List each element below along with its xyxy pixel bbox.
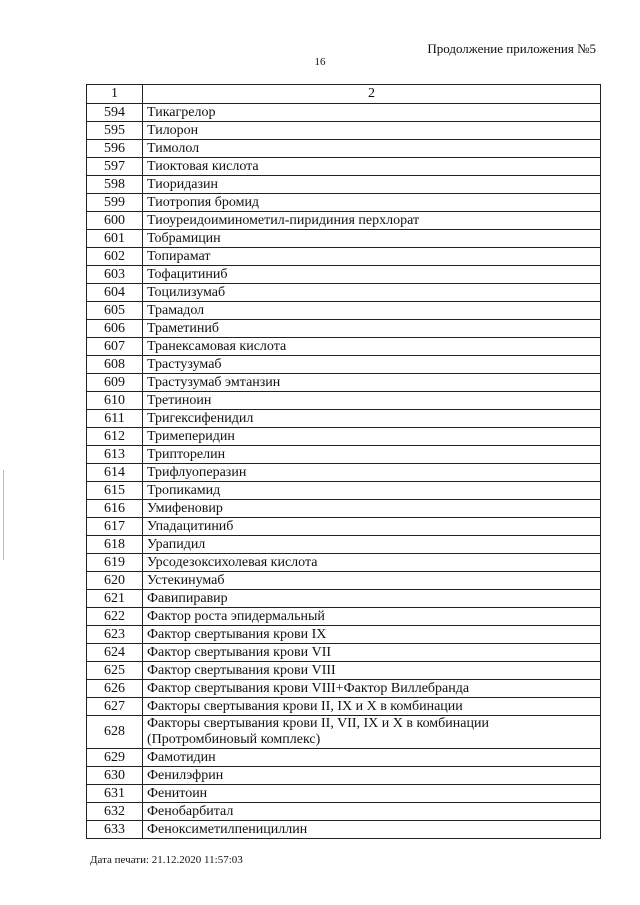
- drug-name: Траметиниб: [143, 320, 601, 338]
- drug-name: Тобрамицин: [143, 230, 601, 248]
- table-row: [87, 194, 601, 212]
- drug-name: Тоцилизумаб: [143, 284, 601, 302]
- table-row: [87, 680, 601, 698]
- table-header-row: [87, 85, 601, 104]
- table-row: [87, 212, 601, 230]
- row-number: 624: [87, 644, 143, 662]
- row-number: 607: [87, 338, 143, 356]
- table-row: [87, 626, 601, 644]
- column-header-name: 2: [143, 85, 601, 104]
- drug-name: Трастузумаб: [143, 356, 601, 374]
- row-number: 626: [87, 680, 143, 698]
- table-row: [87, 338, 601, 356]
- drug-name: Трипторелин: [143, 446, 601, 464]
- table-row: [87, 803, 601, 821]
- drug-name: Урсодезоксихолевая кислота: [143, 554, 601, 572]
- drug-name: Тилорон: [143, 122, 601, 140]
- drug-name: Фактор свертывания крови VIII+Фактор Виллебранда: [143, 680, 601, 698]
- document-continuation-note: Продолжение приложения №5: [427, 41, 596, 56]
- print-date: Дата печати: 21.12.2020 11:57:03: [90, 854, 243, 866]
- drug-name: Фамотидин: [143, 749, 601, 767]
- row-number: 597: [87, 158, 143, 176]
- table-row: [87, 320, 601, 338]
- drug-name: Тиоридазин: [143, 176, 601, 194]
- table-row: [87, 608, 601, 626]
- row-number: 613: [87, 446, 143, 464]
- row-number: 612: [87, 428, 143, 446]
- drug-name: Фенилэфрин: [143, 767, 601, 785]
- drug-name: Тримеперидин: [143, 428, 601, 446]
- drug-name: Урапидил: [143, 536, 601, 554]
- row-number: 621: [87, 590, 143, 608]
- drug-name: Устекинумаб: [143, 572, 601, 590]
- row-number: 609: [87, 374, 143, 392]
- drug-name: Третиноин: [143, 392, 601, 410]
- row-number: 622: [87, 608, 143, 626]
- row-number: 615: [87, 482, 143, 500]
- row-number: 604: [87, 284, 143, 302]
- row-number: 601: [87, 230, 143, 248]
- table-row: [87, 122, 601, 140]
- row-number: 603: [87, 266, 143, 284]
- table-row: [87, 518, 601, 536]
- table-row: [87, 158, 601, 176]
- row-number: 633: [87, 821, 143, 839]
- drug-name: Транексамовая кислота: [143, 338, 601, 356]
- drug-name: Упадацитиниб: [143, 518, 601, 536]
- row-number: 618: [87, 536, 143, 554]
- row-number: 614: [87, 464, 143, 482]
- table-row: [87, 500, 601, 518]
- row-number: 617: [87, 518, 143, 536]
- drug-name: Фактор свертывания крови VIII: [143, 662, 601, 680]
- table-row: [87, 230, 601, 248]
- row-number: 596: [87, 140, 143, 158]
- drug-name: Фактор свертывания крови IX: [143, 626, 601, 644]
- row-number: 611: [87, 410, 143, 428]
- drug-list-table: [86, 84, 601, 839]
- drug-name: Трифлуоперазин: [143, 464, 601, 482]
- table-row: [87, 785, 601, 803]
- drug-name: [143, 716, 601, 749]
- drug-name: Тригексифенидил: [143, 410, 601, 428]
- row-number: 606: [87, 320, 143, 338]
- table-row: [87, 482, 601, 500]
- drug-name: Трамадол: [143, 302, 601, 320]
- row-number: 630: [87, 767, 143, 785]
- table-row: [87, 446, 601, 464]
- table-row: [87, 428, 601, 446]
- row-number: 631: [87, 785, 143, 803]
- table-row: [87, 266, 601, 284]
- row-number: 629: [87, 749, 143, 767]
- drug-name: Тиоуреидоиминометил-пиридиния перхлорат: [143, 212, 601, 230]
- table-row: [87, 248, 601, 266]
- row-number: 623: [87, 626, 143, 644]
- row-number: 594: [87, 104, 143, 122]
- drug-name: Тикагрелор: [143, 104, 601, 122]
- scan-margin-mark: [3, 470, 4, 560]
- drug-name: Умифеновир: [143, 500, 601, 518]
- row-number: 608: [87, 356, 143, 374]
- drug-name: Фавипиравир: [143, 590, 601, 608]
- table-body: [87, 104, 601, 839]
- drug-name: Фенитоин: [143, 785, 601, 803]
- drug-name: Тропикамид: [143, 482, 601, 500]
- table-row: [87, 176, 601, 194]
- drug-name: Тиотропия бромид: [143, 194, 601, 212]
- table-row: [87, 554, 601, 572]
- drug-name: Фактор свертывания крови VII: [143, 644, 601, 662]
- drug-name: Топирамат: [143, 248, 601, 266]
- drug-name-line: (Протромбиновый комплекс): [147, 732, 321, 747]
- drug-name: Феноксиметилпенициллин: [143, 821, 601, 839]
- table-row: [87, 284, 601, 302]
- table-row: [87, 572, 601, 590]
- row-number: 625: [87, 662, 143, 680]
- table-row: [87, 464, 601, 482]
- table-row: [87, 767, 601, 785]
- table-row: [87, 140, 601, 158]
- table-row: [87, 644, 601, 662]
- row-number: 620: [87, 572, 143, 590]
- table-row: [87, 821, 601, 839]
- row-number: 610: [87, 392, 143, 410]
- drug-name: Тимолол: [143, 140, 601, 158]
- row-number: 616: [87, 500, 143, 518]
- row-number: 619: [87, 554, 143, 572]
- row-number: 598: [87, 176, 143, 194]
- table-row: [87, 374, 601, 392]
- table-row: [87, 590, 601, 608]
- table-row: [87, 698, 601, 716]
- drug-name: Трастузумаб эмтанзин: [143, 374, 601, 392]
- table-row: [87, 104, 601, 122]
- row-number: 602: [87, 248, 143, 266]
- table-row: [87, 302, 601, 320]
- table-row: [87, 662, 601, 680]
- table-row: [87, 716, 601, 749]
- drug-name: Тофацитиниб: [143, 266, 601, 284]
- drug-name: Факторы свертывания крови II, IX и X в комбинации: [143, 698, 601, 716]
- drug-name-line: Факторы свертывания крови II, VII, IX и X в комбинации: [147, 716, 489, 731]
- drug-name: Тиоктовая кислота: [143, 158, 601, 176]
- row-number: 600: [87, 212, 143, 230]
- row-number: 628: [87, 716, 143, 749]
- table-row: [87, 392, 601, 410]
- row-number: 599: [87, 194, 143, 212]
- page-number: 16: [314, 56, 326, 68]
- row-number: 605: [87, 302, 143, 320]
- row-number: 595: [87, 122, 143, 140]
- row-number: 627: [87, 698, 143, 716]
- drug-name: Фактор роста эпидермальный: [143, 608, 601, 626]
- table-row: [87, 536, 601, 554]
- drug-name: Фенобарбитал: [143, 803, 601, 821]
- row-number: 632: [87, 803, 143, 821]
- table-row: [87, 410, 601, 428]
- table-row: [87, 749, 601, 767]
- column-header-number: 1: [87, 85, 143, 104]
- table-row: [87, 356, 601, 374]
